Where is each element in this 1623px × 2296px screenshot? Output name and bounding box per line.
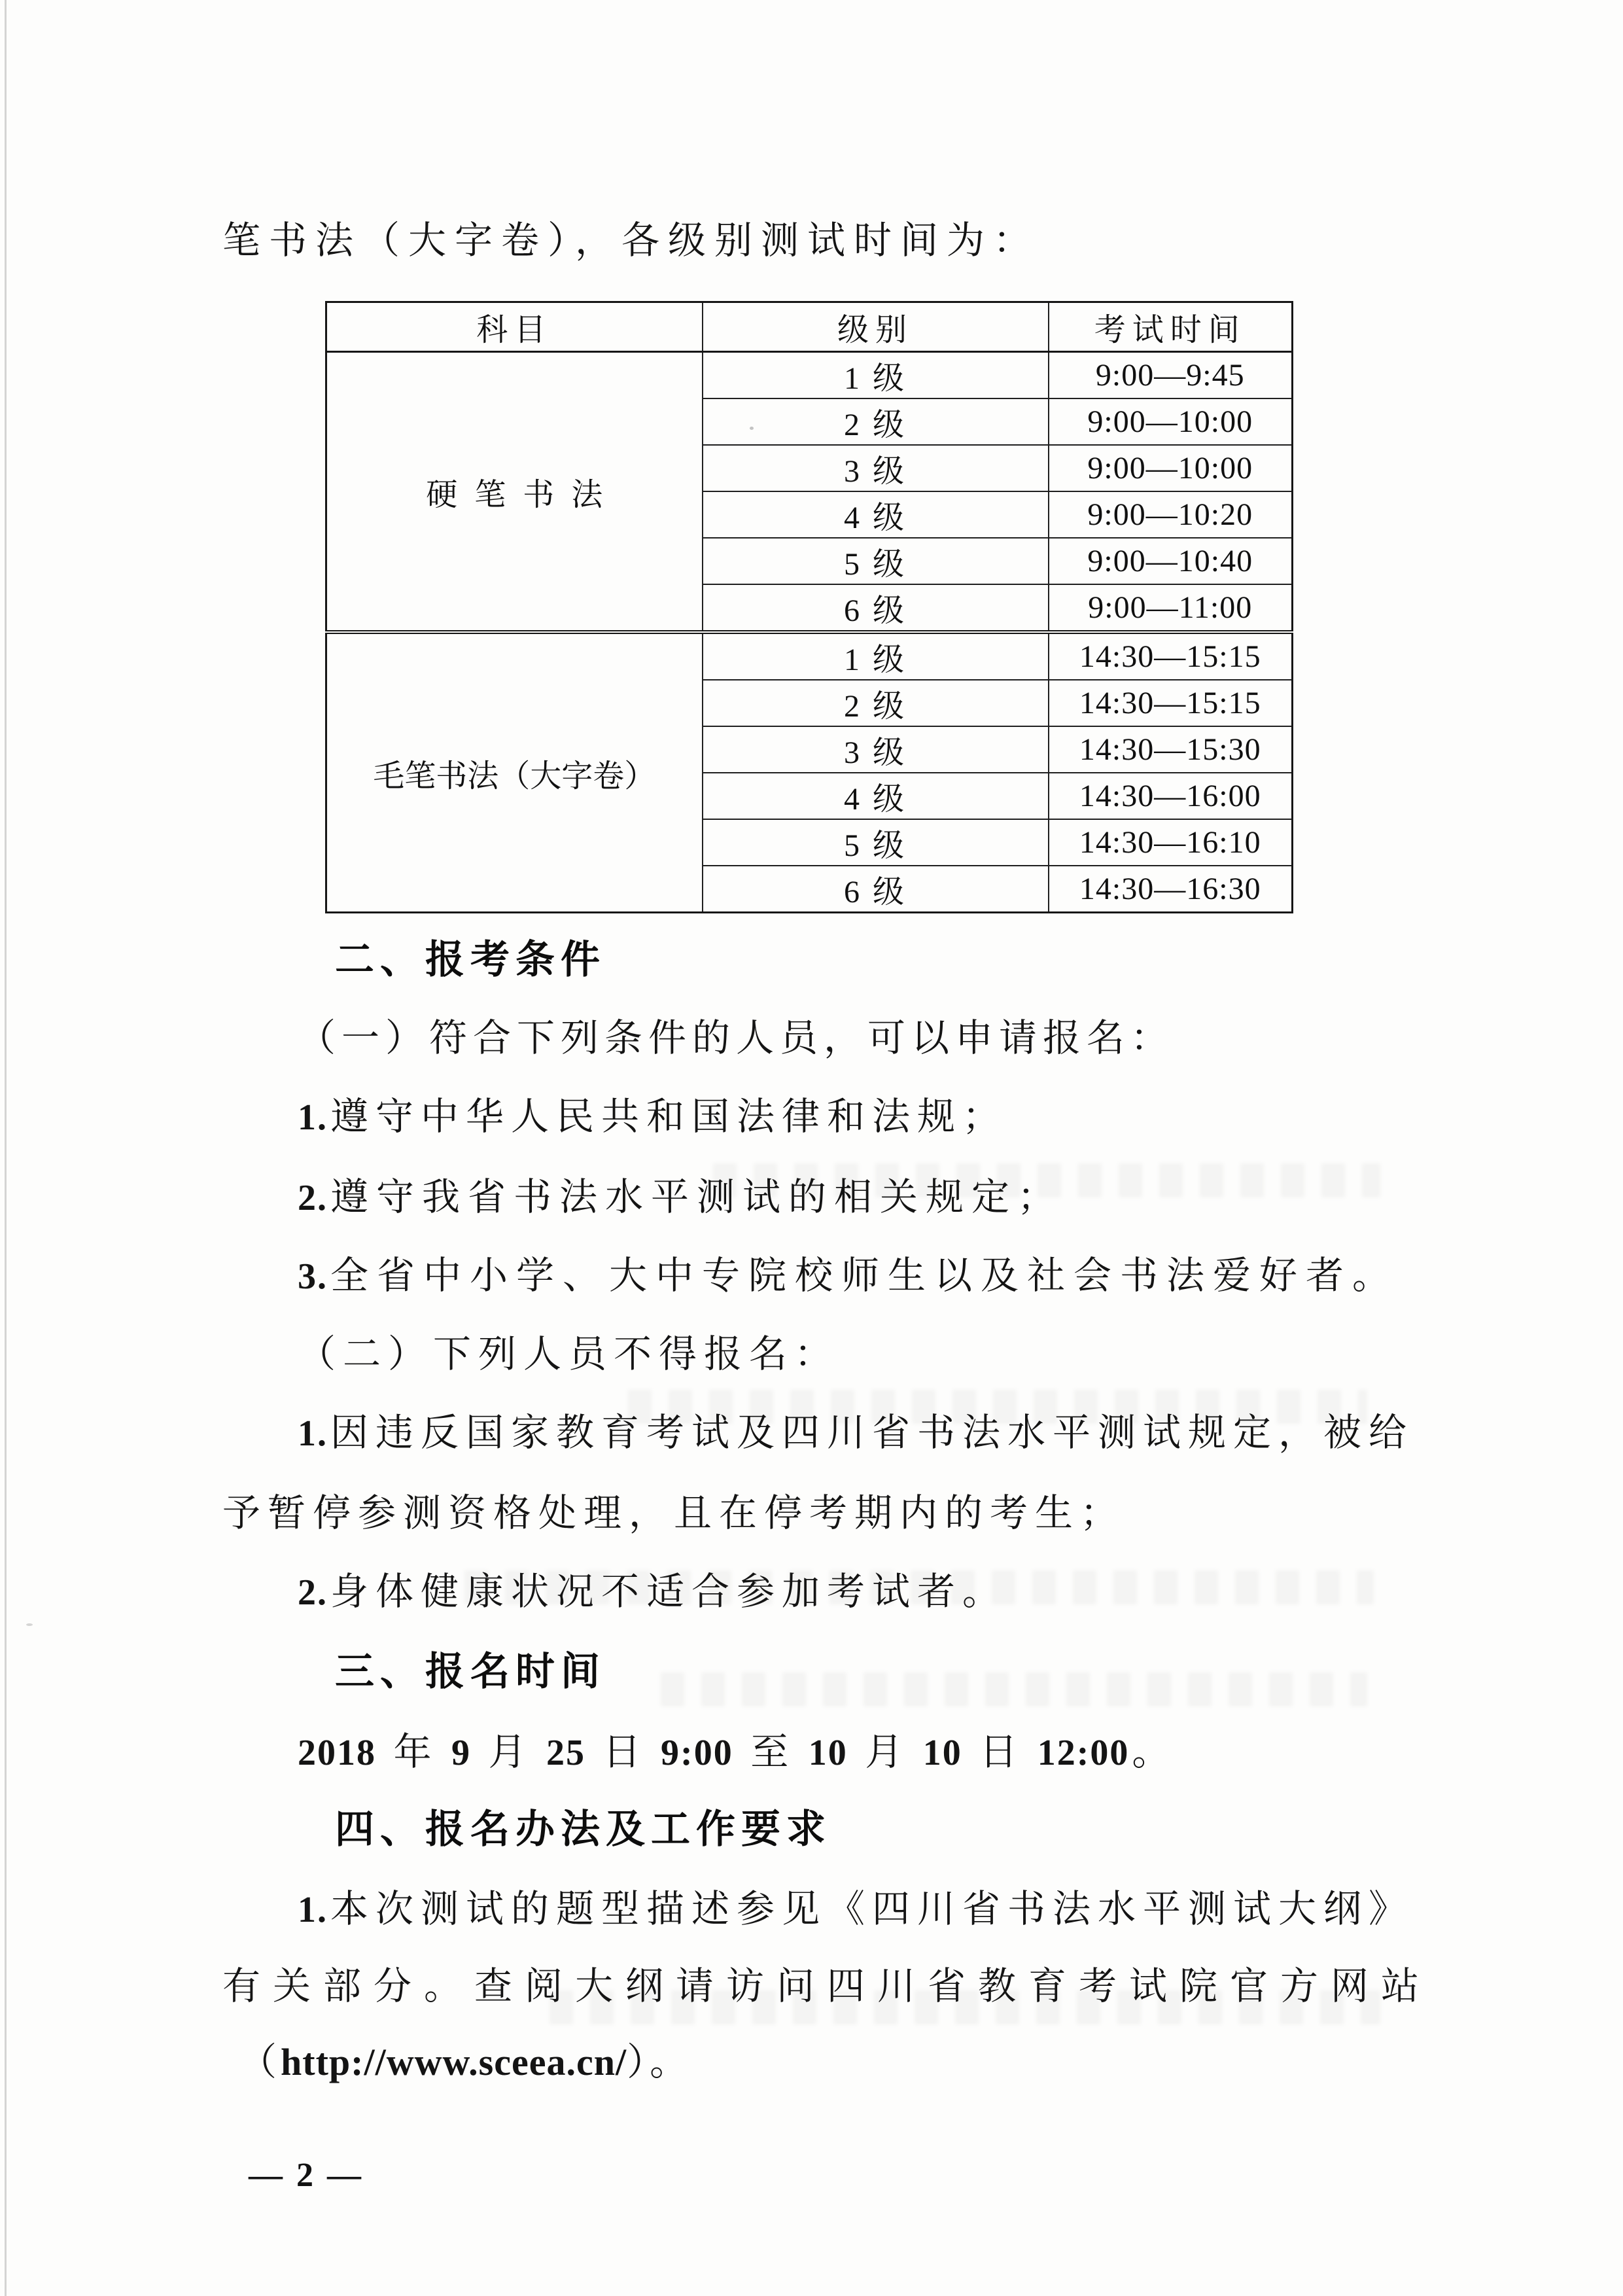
paren-close: ）。 [627, 2041, 692, 2083]
para-text: 遵守我省书法水平测试的相关规定； [330, 1176, 1064, 1218]
para-ineligible-intro [298, 1325, 839, 1384]
para-method-1-cont [222, 1957, 1431, 2016]
level-cell: 5 级 [703, 538, 1049, 584]
time-cell: 9:00—10:00 [1049, 398, 1293, 445]
time-cell: 9:00—11:00 [1049, 584, 1293, 632]
para-eligible-1 [298, 1087, 1007, 1146]
date-text: 。 [1132, 1731, 1176, 1773]
para-eligible-intro [298, 1009, 1174, 1068]
date-number: 25 [546, 1733, 586, 1773]
para-text: 予暂停参测资格处理，且在停考期内的考生； [222, 1492, 1126, 1534]
time-cell: 9:00—9:45 [1049, 352, 1293, 399]
date-text: 月 [474, 1731, 547, 1773]
para-text: 遵守中华人民共和国法律和法规； [330, 1095, 1008, 1138]
item-number: 2. [298, 1178, 328, 1218]
time-cell: 14:30—15:15 [1049, 680, 1293, 726]
heading-text: 四、报名办法及工作要求 [335, 1807, 831, 1851]
para-eligible-2 [298, 1168, 1063, 1227]
level-cell: 4 级 [703, 773, 1049, 819]
heading-registration-time [335, 1642, 606, 1701]
date-text: 月 [850, 1731, 923, 1773]
para-method-1 [298, 1880, 1414, 1939]
intro-line [222, 211, 1039, 270]
table-header-row [326, 302, 1293, 352]
table-row [326, 352, 1293, 399]
scan-speck [26, 1623, 33, 1626]
col-header-subject: 科目 [326, 302, 703, 352]
col-header-level: 级别 [703, 302, 1049, 352]
level-cell: 3 级 [703, 726, 1049, 773]
date-number: 10 [922, 1733, 962, 1773]
heading-text: 三、报名时间 [335, 1650, 606, 1693]
level-cell: 6 级 [703, 584, 1049, 632]
time-cell: 9:00—10:40 [1049, 538, 1293, 584]
subject-text: 硬笔书法 [426, 477, 620, 512]
website-url-text: http://www.sceea.cn/ [281, 2041, 627, 2083]
date-number: 10 [808, 1733, 848, 1773]
level-cell: 2 级 [703, 398, 1049, 445]
item-number: 1. [298, 1413, 328, 1454]
para-ineligible-1-cont [222, 1484, 1125, 1543]
item-number: 2. [298, 1572, 328, 1613]
para-website-url [239, 2033, 691, 2092]
page-number [249, 2149, 364, 2202]
level-cell: 1 级 [703, 632, 1049, 680]
date-text: 日 [588, 1731, 661, 1773]
col-header-time: 考试时间 [1049, 302, 1293, 352]
time-cell: 9:00—10:00 [1049, 445, 1293, 491]
level-cell: 4 级 [703, 491, 1049, 538]
time-cell: 14:30—15:30 [1049, 726, 1293, 773]
time-cell: 14:30—16:30 [1049, 866, 1293, 913]
para-text: 全省中小学、大中专院校师生以及社会书法爱好者。 [330, 1254, 1399, 1297]
date-text: 至 [735, 1731, 809, 1773]
subject-cell-hard-pen [326, 352, 703, 633]
para-text: 身体健康状况不适合参加考试者。 [330, 1570, 1008, 1613]
heading-application-requirements [335, 930, 606, 989]
para-ineligible-1 [298, 1404, 1414, 1462]
intro-text: 笔书法（大字卷），各级别测试时间为： [222, 219, 1040, 262]
para-text: 本次测试的题型描述参见《四川省书法水平测试大纲》 [330, 1888, 1414, 1930]
level-cell: 2 级 [703, 680, 1049, 726]
subject-text: 毛笔书法（大字卷） [373, 758, 656, 794]
ink-bleed-artifact [661, 1672, 1367, 1706]
level-cell: 5 级 [703, 819, 1049, 866]
time-cell: 14:30—15:15 [1049, 632, 1293, 680]
time-cell: 14:30—16:10 [1049, 819, 1293, 866]
heading-registration-method [335, 1800, 831, 1859]
date-text: 日 [964, 1731, 1038, 1773]
para-text: 因违反国家教育考试及四川省书法水平测试规定，被给 [330, 1411, 1414, 1454]
paren-open: （ [239, 2041, 281, 2083]
time-cell: 14:30—16:00 [1049, 773, 1293, 819]
exam-schedule-table [325, 301, 1293, 913]
table-row [326, 632, 1293, 680]
para-ineligible-2 [298, 1563, 1007, 1621]
scanner-edge-line [5, 0, 7, 2296]
item-number: 1. [298, 1097, 328, 1138]
level-cell: 1 级 [703, 352, 1049, 399]
para-registration-time [298, 1723, 1175, 1782]
date-text: 年 [379, 1731, 452, 1773]
item-number: 3. [298, 1256, 328, 1297]
page-number-text: — 2 — [249, 2157, 364, 2194]
date-number: 9 [451, 1733, 472, 1773]
date-number: 2018 [298, 1733, 376, 1773]
date-number: 12:00 [1037, 1733, 1130, 1773]
para-eligible-3 [298, 1246, 1399, 1305]
para-text: （二）下列人员不得报名： [298, 1333, 840, 1375]
heading-text: 二、报考条件 [335, 938, 606, 981]
subject-cell-brush [326, 632, 703, 913]
level-cell: 6 级 [703, 866, 1049, 913]
date-number: 9:00 [661, 1733, 733, 1773]
para-text: 有关部分。查阅大纲请访问四川省教育考试院官方网站 [222, 1965, 1432, 2007]
para-text: （一）符合下列条件的人员，可以申请报名： [298, 1017, 1175, 1059]
level-cell: 3 级 [703, 445, 1049, 491]
item-number: 1. [298, 1890, 328, 1930]
time-cell: 9:00—10:20 [1049, 491, 1293, 538]
